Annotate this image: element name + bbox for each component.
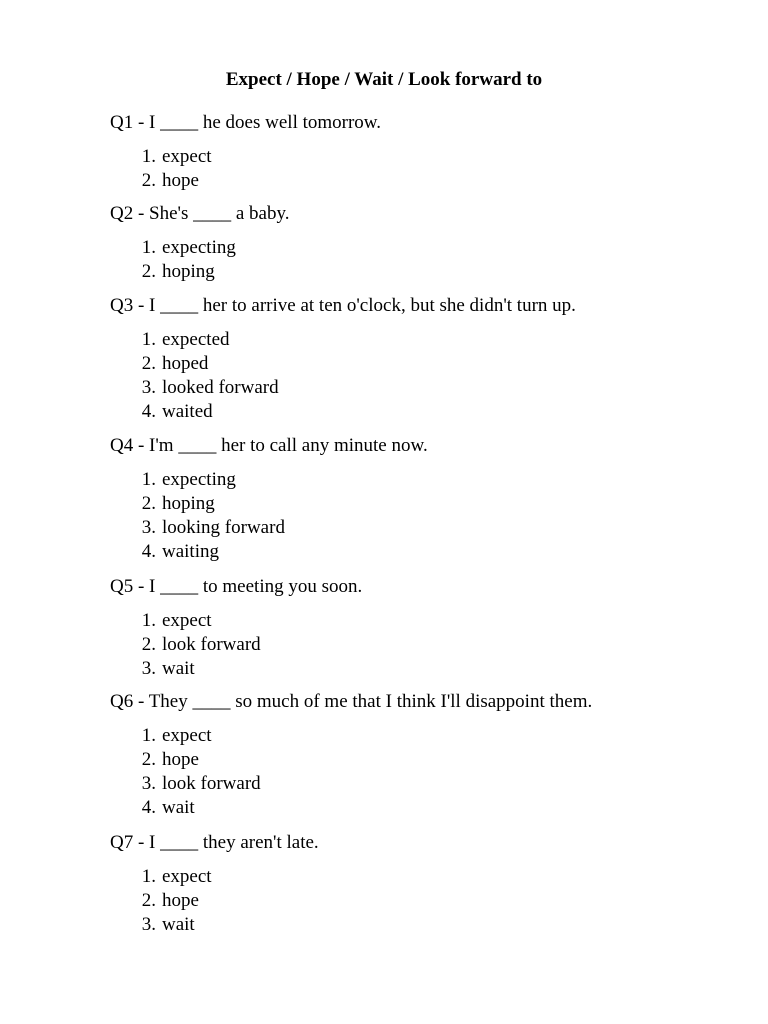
- option-text: expected: [162, 329, 230, 350]
- option-number: 1.: [141, 329, 156, 350]
- answer-option: [110, 400, 750, 424]
- option-number: 2.: [141, 353, 156, 374]
- answer-option: [110, 657, 750, 681]
- option-number: 4.: [141, 797, 156, 818]
- answer-option: [110, 492, 750, 516]
- option-text: hope: [162, 170, 199, 191]
- answer-option: [110, 468, 750, 492]
- question-6: [110, 690, 750, 820]
- option-number: 2.: [141, 890, 156, 911]
- answer-option: [110, 865, 750, 889]
- question-5: [110, 575, 750, 681]
- option-text: expect: [162, 146, 212, 167]
- answer-options: [110, 145, 750, 193]
- answer-options: [110, 865, 750, 937]
- answer-option: [110, 145, 750, 169]
- answer-option: [110, 796, 750, 820]
- answer-option: [110, 260, 750, 284]
- option-number: 2.: [141, 634, 156, 655]
- question-7: [110, 831, 750, 937]
- answer-option: [110, 169, 750, 193]
- answer-options: [110, 236, 750, 284]
- option-number: 3.: [141, 658, 156, 679]
- answer-option: [110, 352, 750, 376]
- option-number: 2.: [141, 493, 156, 514]
- question-prompt: Q3 - I ____ her to arrive at ten o'clock, but she didn't turn up.: [110, 295, 576, 316]
- option-number: 1.: [141, 146, 156, 167]
- option-text: hoping: [162, 493, 215, 514]
- answer-option: [110, 516, 750, 540]
- answer-option: [110, 609, 750, 633]
- option-text: looked forward: [162, 377, 279, 398]
- question-4: [110, 434, 750, 564]
- option-number: 4.: [141, 401, 156, 422]
- option-number: 1.: [141, 610, 156, 631]
- answer-option: [110, 748, 750, 772]
- answer-option: [110, 889, 750, 913]
- option-text: look forward: [162, 634, 261, 655]
- option-number: 3.: [141, 914, 156, 935]
- option-text: hope: [162, 749, 199, 770]
- option-number: 4.: [141, 541, 156, 562]
- question-prompt: Q1 - I ____ he does well tomorrow.: [110, 112, 382, 133]
- option-text: expect: [162, 725, 212, 746]
- question-2: [110, 202, 750, 284]
- option-number: 3.: [141, 773, 156, 794]
- answer-options: [110, 468, 750, 564]
- option-text: wait: [162, 914, 195, 935]
- option-number: 2.: [141, 749, 156, 770]
- option-number: 1.: [141, 725, 156, 746]
- option-number: 2.: [141, 170, 156, 191]
- question-prompt: Q7 - I ____ they aren't late.: [110, 832, 319, 853]
- question-prompt: Q2 - She's ____ a baby.: [110, 203, 290, 224]
- answer-option: [110, 328, 750, 352]
- question-1: [110, 111, 750, 193]
- answer-options: [110, 328, 750, 424]
- option-text: expect: [162, 866, 212, 887]
- answer-option: [110, 540, 750, 564]
- answer-option: [110, 724, 750, 748]
- option-text: expecting: [162, 237, 236, 258]
- answer-options: [110, 724, 750, 820]
- option-text: expecting: [162, 469, 236, 490]
- option-text: hope: [162, 890, 199, 911]
- option-text: hoped: [162, 353, 209, 374]
- question-prompt: Q5 - I ____ to meeting you soon.: [110, 576, 363, 597]
- answer-option: [110, 633, 750, 657]
- answer-option: [110, 772, 750, 796]
- option-number: 3.: [141, 517, 156, 538]
- option-text: waited: [162, 401, 213, 422]
- option-text: wait: [162, 797, 195, 818]
- answer-option: [110, 376, 750, 400]
- answer-option: [110, 236, 750, 260]
- option-number: 1.: [141, 237, 156, 258]
- answer-option: [110, 913, 750, 937]
- option-number: 3.: [141, 377, 156, 398]
- option-text: hoping: [162, 261, 215, 282]
- option-number: 2.: [141, 261, 156, 282]
- question-3: [110, 294, 750, 424]
- option-number: 1.: [141, 469, 156, 490]
- option-text: looking forward: [162, 517, 285, 538]
- answer-options: [110, 609, 750, 681]
- option-text: waiting: [162, 541, 219, 562]
- option-text: look forward: [162, 773, 261, 794]
- option-number: 1.: [141, 866, 156, 887]
- question-prompt: Q6 - They ____ so much of me that I think I'll disappoint them.: [110, 691, 593, 712]
- document-title: Expect / Hope / Wait / Look forward to: [225, 69, 543, 90]
- option-text: expect: [162, 610, 212, 631]
- option-text: wait: [162, 658, 195, 679]
- question-prompt: Q4 - I'm ____ her to call any minute now.: [110, 435, 428, 456]
